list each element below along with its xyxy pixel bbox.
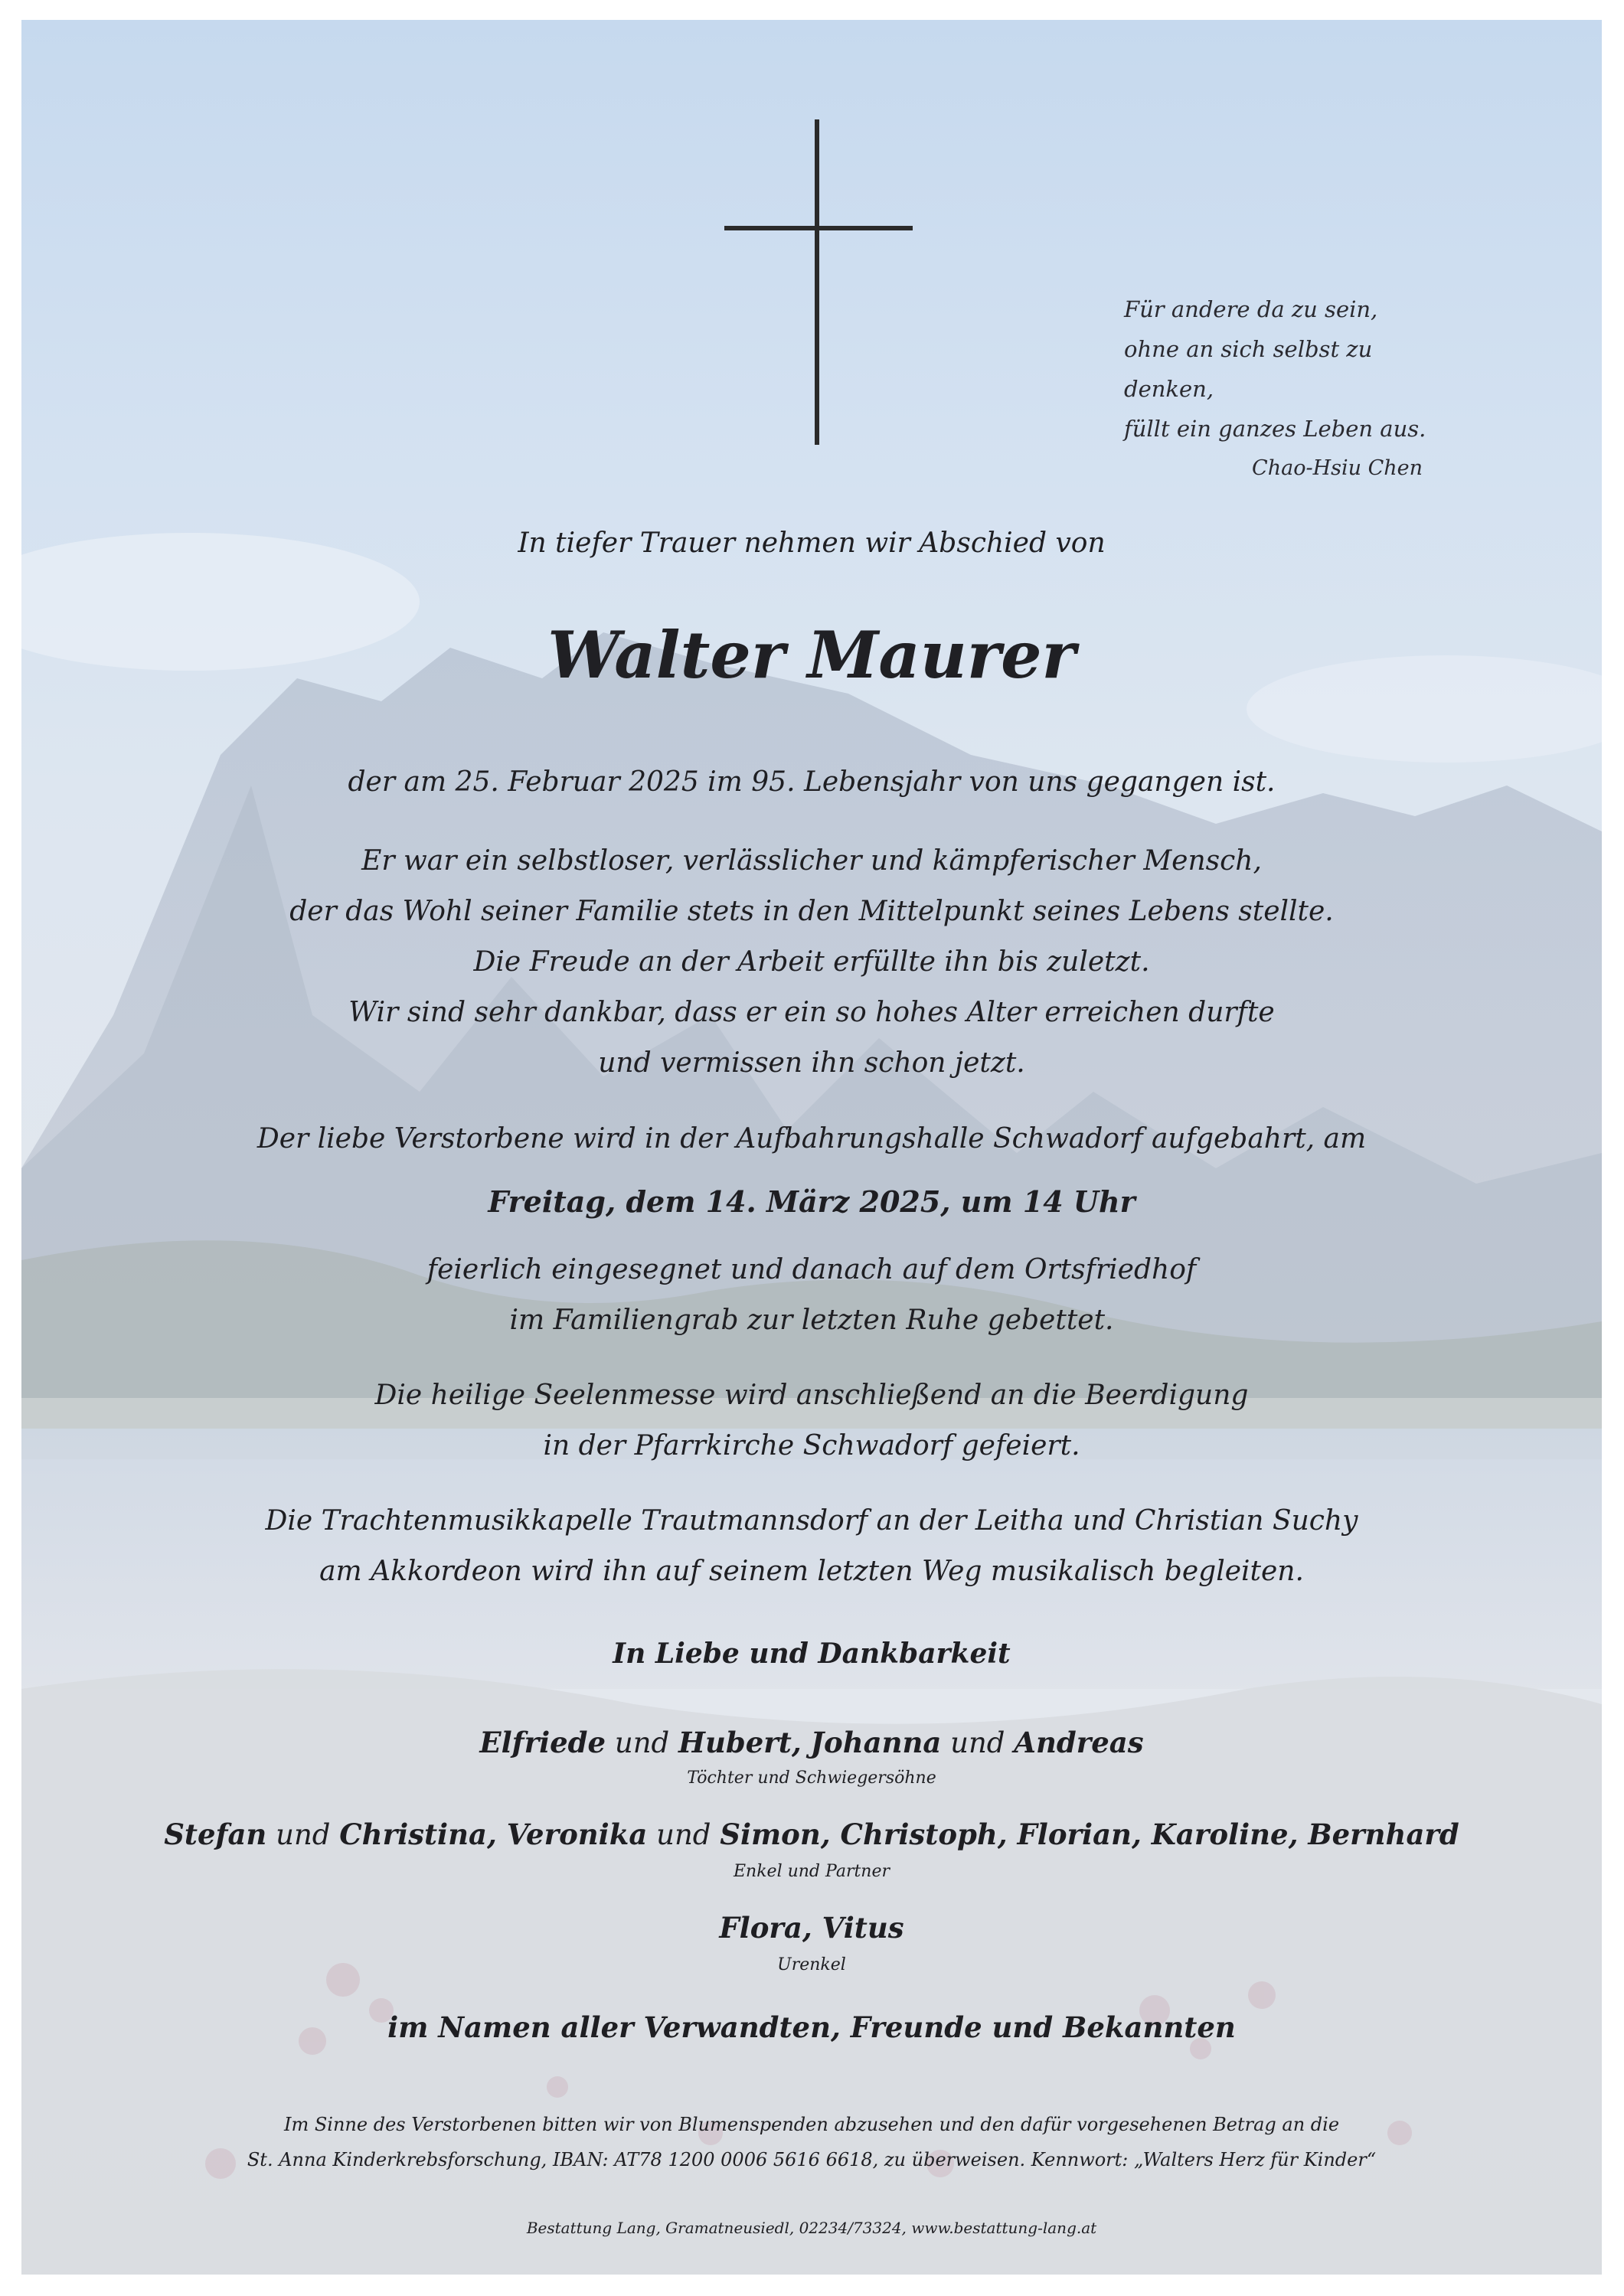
donation-note [21,2107,1602,2177]
grandchildren-names [21,1816,1602,1853]
motto-line: füllt ein ganzes Leben aus. [1124,416,1426,442]
tribute-line: Die Freude an der Arbeit erfüllte ihn bis zuletzt. [473,946,1150,978]
music-text [21,1496,1602,1597]
family-name: Elfriede [479,1726,606,1759]
great-grandchildren-relation: Urenkel [777,1955,846,1974]
cross-icon-bar [724,226,913,230]
family-name: Christina, Veronika [339,1818,648,1851]
cross-icon [815,119,819,445]
donation-line: Im Sinne des Verstorbenen bitten wir von Blumenspenden abzusehen und den dafür vorgesehenen Betrag an die [283,2114,1340,2135]
mass-text [21,1370,1602,1471]
connector: und [950,1726,1005,1759]
family-name: Stefan [164,1818,267,1851]
funeral-home-footer: Bestattung Lang, Gramatneusiedl, 02234/73324, www.bestattung-lang.at [526,2219,1097,2237]
music-line: Die Trachtenmusikkapelle Trautmannsdorf an der Leitha und Christian Suchy [265,1505,1358,1537]
family-name: Hubert, [678,1726,802,1759]
connector: und [614,1726,670,1759]
tribute-line: Er war ein selbstloser, verlässlicher und kämpferischer Mensch, [361,845,1262,877]
mass-line: Die heilige Seelenmesse wird anschließend an die Beerdigung [374,1380,1249,1411]
tribute-text [21,836,1602,1089]
motto-quote [1124,289,1446,488]
tribute-line: Wir sind sehr dankbar, dass er ein so hohes Alter erreichen durfte [348,997,1275,1028]
blessing-text [21,1245,1602,1346]
mass-line: in der Pfarrkirche Schwadorf gefeiert. [543,1430,1080,1462]
intro-text: In tiefer Trauer nehmen wir Abschied von [518,527,1106,559]
grandchildren-relation: Enkel und Partner [733,1862,890,1881]
closing-text: In Liebe und Dankbarkeit [613,1638,1011,1670]
tribute-line: der das Wohl seiner Familie stets in den Mittelpunkt seines Lebens stellte. [289,896,1334,927]
family-name: Simon, Christoph, Florian, Karoline, Bernhard [720,1818,1459,1851]
music-line: am Akkordeon wird ihn auf seinem letzten Weg musikalisch begleiten. [319,1556,1304,1587]
funeral-date: Freitag, dem 14. März 2025, um 14 Uhr [488,1184,1135,1219]
blessing-line: im Familiengrab zur letzten Ruhe gebettet. [509,1305,1114,1336]
laid-out-text: Der liebe Verstorbene wird in der Aufbahrungshalle Schwadorf aufgebahrt, am [257,1123,1367,1155]
donation-line: St. Anna Kinderkrebsforschung, IBAN: AT78 1200 0006 5616 6618, zu überweisen. Kennwort: „Walters Herz für Kinder“ [247,2149,1377,2170]
motto-author: Chao-Hsiu Chen [1252,456,1423,480]
great-grandchildren-names [21,1909,1602,1947]
motto-line: ohne an sich selbst zu denken, [1124,336,1373,402]
on-behalf-text: im Namen aller Verwandten, Freunde und Bekannten [387,2010,1236,2044]
family-name: Johanna [810,1726,942,1759]
daughters-relation: Töchter und Schwiegersöhne [687,1769,936,1788]
deceased-name: Walter Maurer [547,617,1076,693]
parte-sheet [21,20,1602,2275]
connector: und [656,1818,711,1851]
family-name: Andreas [1014,1726,1144,1759]
blessing-line: feierlich eingesegnet und danach auf dem Ortsfriedhof [426,1254,1197,1285]
daughters-names [21,1724,1602,1762]
tribute-line: und vermissen ihn schon jetzt. [598,1047,1025,1079]
family-name: Flora, Vitus [719,1911,904,1945]
connector: und [276,1818,331,1851]
motto-line: Für andere da zu sein, [1124,296,1378,322]
death-notice: der am 25. Februar 2025 im 95. Lebensjahr von uns gegangen ist. [348,766,1276,798]
